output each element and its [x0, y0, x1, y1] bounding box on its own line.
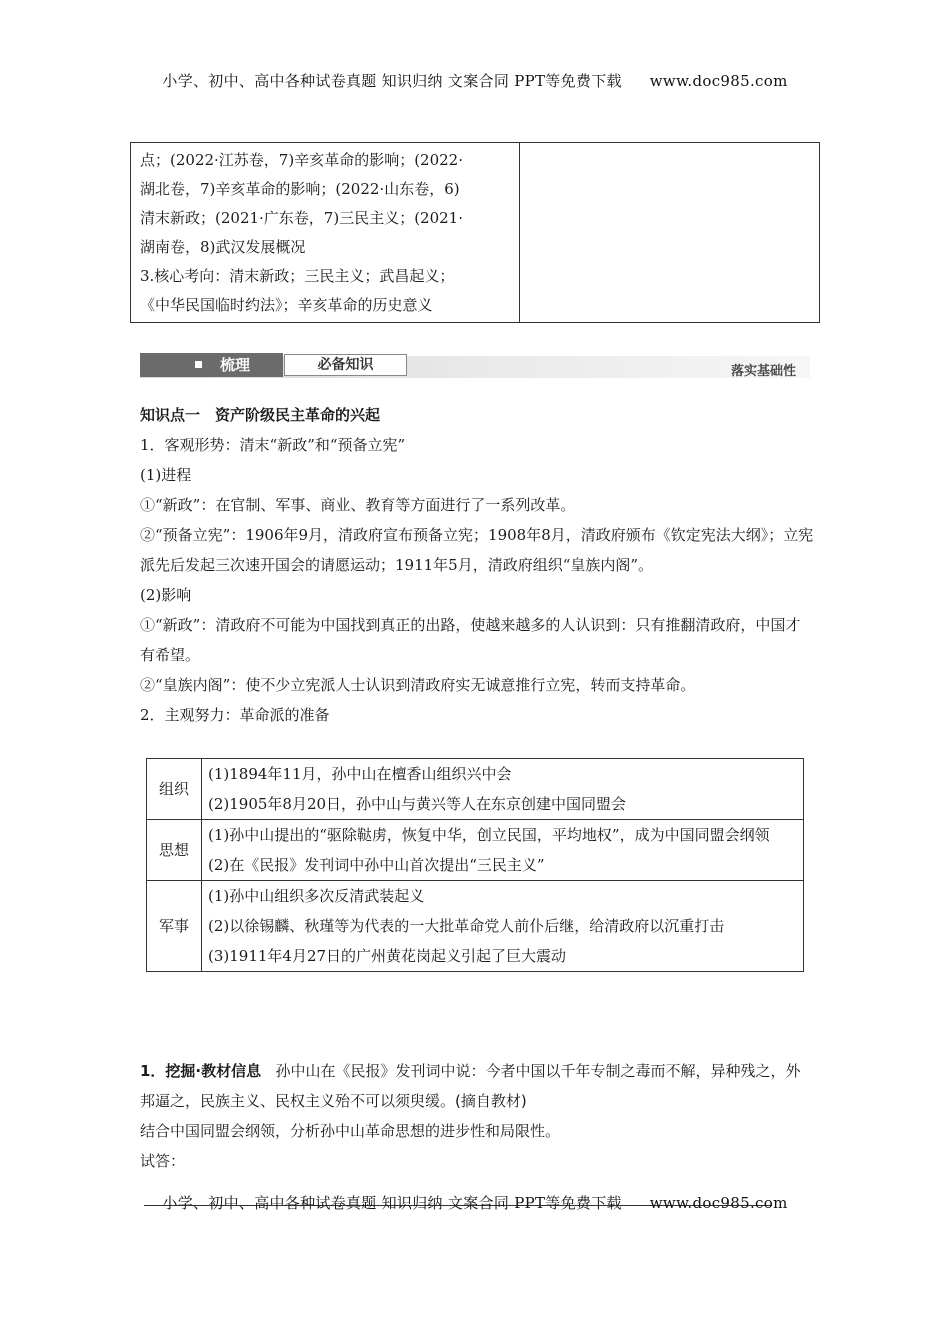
exam-info-line: 清末新政；(2021·广东卷，7)三民主义；(2021·: [140, 209, 463, 227]
banner-right-label: 落实基础性: [730, 364, 796, 379]
exam-info-line: 3.核心考向：清末新政；三民主义；武昌起义；: [140, 267, 455, 285]
question-lead: 孙中山在《民报》发刊词中说：今者中国以千年专制之毒而不解，异种残之，外邦逼之，民族主义、民权主义殆不可以须臾缓。(摘自教材): [140, 1062, 801, 1110]
exam-info-line: 《中华民国临时约法》；辛亥革命的历史意义: [140, 296, 433, 314]
paragraph: ①“新政”：在官制、军事、商业、教育等方面进行了一系列改革。: [140, 496, 576, 514]
row-key: 思想: [147, 820, 202, 881]
preparation-table: [146, 758, 804, 972]
exam-info-table: [130, 142, 820, 323]
row-key: 军事: [147, 881, 202, 972]
row-content: [202, 759, 804, 820]
paragraph: ②“皇族内阁”：使不少立宪派人士认识到清政府实无诚意推行立宪，转而支持革命。: [140, 676, 696, 694]
exam-info-line: 湖南卷，8)武汉发展概况: [140, 238, 306, 256]
paragraph: (2)影响: [140, 586, 192, 604]
banner-tag: [140, 353, 283, 377]
row-item: (1)孙中山提出的“驱除鞑虏，恢复中华，创立民国，平均地权”，成为中国同盟会纲领: [208, 826, 770, 844]
banner-tag-label: 梳理: [220, 356, 251, 374]
row-item: (2)在《民报》发刊词中孙中山首次提出“三民主义”: [208, 856, 545, 874]
footer-text: 小学、初中、高中各种试卷真题 知识归纳 文案合同 PPT等免费下载: [162, 1194, 622, 1212]
exam-info-cell: [131, 143, 520, 323]
question-prompt: 结合中国同盟会纲领，分析孙中山革命思想的进步性和局限性。: [140, 1122, 561, 1140]
header-text: 小学、初中、高中各种试卷真题 知识归纳 文案合同 PPT等免费下载: [162, 72, 622, 90]
row-content: [202, 820, 804, 881]
banner-title: 必备知识: [284, 354, 407, 376]
header-site[interactable]: www.doc985.com: [649, 72, 788, 90]
table-row: [147, 881, 804, 972]
exam-info-line: 点；(2022·江苏卷，7)辛亥革命的影响；(2022·: [140, 151, 463, 169]
row-key: 组织: [147, 759, 202, 820]
paragraph: (1)进程: [140, 466, 192, 484]
paragraph: ①“新政”：清政府不可能为中国找到真正的出路，使越来越多的人认识到：只有推翻清政府，中国才有希望。: [140, 616, 801, 664]
exam-info-line: 湖北卷，7)辛亥革命的影响；(2022·山东卷，6): [140, 180, 460, 198]
row-content: [202, 881, 804, 972]
section-title: 知识点一 资产阶级民主革命的兴起: [140, 406, 381, 424]
knowledge-section: [140, 400, 815, 730]
page-header: [0, 70, 950, 91]
page-footer: [0, 1192, 950, 1213]
paragraph: 2．主观努力：革命派的准备: [140, 706, 330, 724]
row-item: (2)1905年8月20日，孙中山与黄兴等人在东京创建中国同盟会: [208, 795, 627, 813]
table-row: [147, 759, 804, 820]
row-item: (1)孙中山组织多次反清武装起义: [208, 887, 425, 905]
question-block: [140, 1056, 815, 1206]
paragraph: 1．客观形势：清末“新政”和“预备立宪”: [140, 436, 406, 454]
row-item: (1)1894年11月，孙中山在檀香山组织兴中会: [208, 765, 512, 783]
empty-cell: [520, 143, 820, 323]
question-label: 1．挖掘·教材信息: [140, 1062, 262, 1080]
row-item: (3)1911年4月27日的广州黄花岗起义引起了巨大震动: [208, 947, 567, 965]
section-banner: [140, 353, 810, 379]
footer-site[interactable]: www.doc985.com: [649, 1194, 788, 1212]
table-row: [147, 820, 804, 881]
square-icon: [195, 361, 202, 368]
paragraph: ②“预备立宪”：1906年9月，清政府宣布预备立宪；1908年8月，清政府颁布《钦定宪法大纲》；立宪派先后发起三次速开国会的请愿运动；1911年5月，清政府组织“皇族内阁”。: [140, 526, 814, 574]
row-item: (2)以徐锡麟、秋瑾等为代表的一大批革命党人前仆后继，给清政府以沉重打击: [208, 917, 725, 935]
answer-label: 试答：: [140, 1152, 186, 1170]
